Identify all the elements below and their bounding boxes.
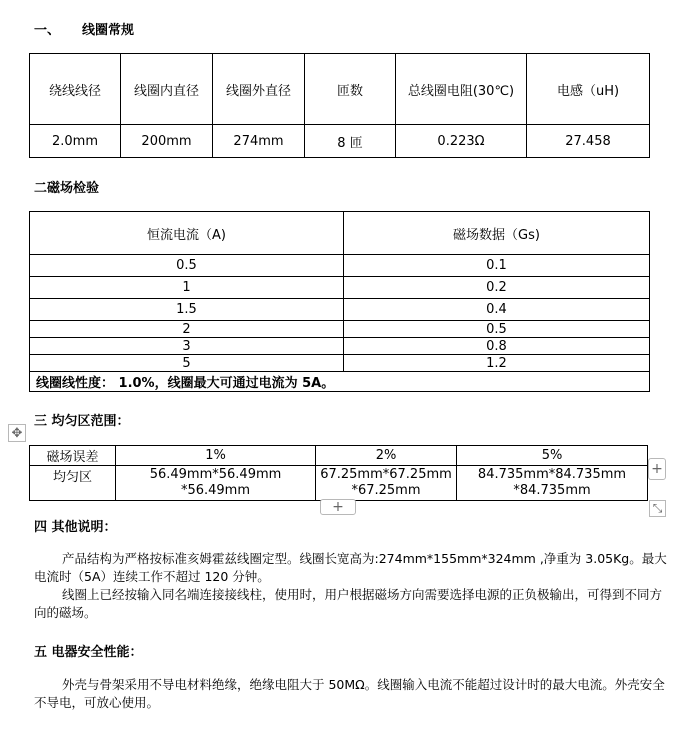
cell-outer-diameter: 274mm <box>213 125 305 158</box>
table-row <box>30 277 650 299</box>
cell-current: 5 <box>30 355 344 372</box>
table-row <box>30 338 650 355</box>
field-test-table <box>29 211 650 392</box>
table-row <box>30 321 650 338</box>
cell-inductance: 27.458 <box>527 125 650 158</box>
cell-line: *56.49mm <box>180 483 251 498</box>
section-4-title: 四 其他说明： <box>34 520 117 535</box>
cell-field: 0.5 <box>344 321 650 338</box>
header-2-percent: 2% <box>316 446 457 466</box>
cell-inner-diameter: 200mm <box>121 125 213 158</box>
header-resistance: 总线圈电阻(30℃) <box>396 54 527 125</box>
cell-line: 84.735mm*84.735mm <box>477 467 627 482</box>
cell-line: 67.25mm*67.25mm <box>320 467 452 482</box>
cell-wire-diameter: 2.0mm <box>30 125 121 158</box>
coil-spec-table <box>29 53 650 158</box>
cell-current: 2 <box>30 321 344 338</box>
other-notes-paragraph-1: 产品结构为严格按标准亥姆霍兹线圈定型。线圈长宽高为:274mm*155mm*324mm ,净重为 3.05Kg。最大电流时（5A）连续工作不超过 120 分钟。 <box>34 551 667 584</box>
cell-2-percent <box>316 466 457 501</box>
cell-current: 0.5 <box>30 255 344 277</box>
cell-field: 0.4 <box>344 299 650 321</box>
cell-resistance: 0.223Ω <box>396 125 527 158</box>
section-3-title: 三 均匀区范围： <box>34 414 130 429</box>
header-field-error: 磁场误差 <box>30 446 116 466</box>
cell-line: 56.49mm*56.49mm <box>149 467 282 482</box>
header-current: 恒流电流（A) <box>30 212 344 255</box>
section-5-title: 五 电器安全性能： <box>34 645 143 660</box>
table-row <box>30 355 650 372</box>
cell-line: *84.735mm <box>513 483 591 498</box>
header-wire-diameter: 绕线线径 <box>30 54 121 125</box>
move-handle-icon[interactable]: ✥ <box>8 424 26 442</box>
cell-field: 0.2 <box>344 277 650 299</box>
section-2-title: 二磁场检验 <box>34 181 100 196</box>
resize-handle-icon[interactable]: ⤡ <box>649 500 666 517</box>
header-inner-diameter: 线圈内直径 <box>121 54 213 125</box>
header-inductance: 电感（uH) <box>527 54 650 125</box>
uniform-zone-table <box>29 445 648 501</box>
header-field-data: 磁场数据（Gs) <box>344 212 650 255</box>
cell-current: 1.5 <box>30 299 344 321</box>
header-outer-diameter: 线圈外直径 <box>213 54 305 125</box>
row-label-uniform-zone: 均匀区 <box>30 466 116 501</box>
cell-current: 3 <box>30 338 344 355</box>
section-1-number: 一、 <box>34 23 61 38</box>
safety-paragraph: 外壳与骨架采用不导电材料绝缘，绝缘电阻大于 50MΩ。线圈输入电流不能超过设计时的最大电流。外壳安全不导电，可放心使用。 <box>34 677 665 710</box>
table-row <box>30 299 650 321</box>
cell-field: 1.2 <box>344 355 650 372</box>
header-1-percent: 1% <box>116 446 316 466</box>
header-turns: 匝数 <box>305 54 396 125</box>
cell-current: 1 <box>30 277 344 299</box>
cell-line: *67.25mm <box>351 483 421 498</box>
cell-field: 0.1 <box>344 255 650 277</box>
other-notes-paragraph-2: 线圈上已经按输入同名端连接接线柱，使用时，用户根据磁场方向需要选择电源的正负极输出，可得到不同方向的磁场。 <box>34 587 663 620</box>
add-row-button[interactable]: + <box>320 499 356 515</box>
table-row <box>30 255 650 277</box>
cell-1-percent <box>116 466 316 501</box>
cell-field: 0.8 <box>344 338 650 355</box>
header-5-percent: 5% <box>457 446 648 466</box>
cell-5-percent <box>457 466 648 501</box>
cell-turns: 8 匝 <box>305 125 396 158</box>
linearity-note: 线圈线性度： 1.0%，线圈最大可通过电流为 5A。 <box>30 372 650 392</box>
section-1-title: 线圈常规 <box>82 23 135 38</box>
add-column-button[interactable]: + <box>648 458 666 480</box>
